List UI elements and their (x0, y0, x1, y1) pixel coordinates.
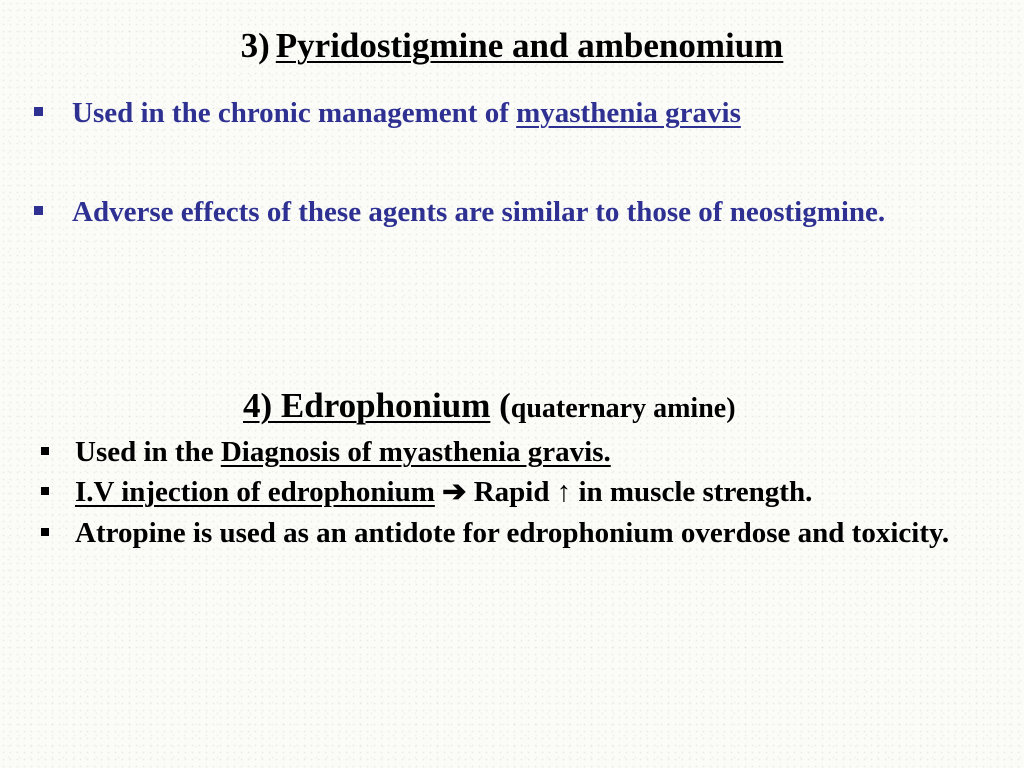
bullet-text-prefix: Used in the chronic management of (72, 97, 517, 129)
bullet-text-prefix: Used in the (75, 436, 221, 468)
bullet-text-suffix: Rapid ↑ in muscle strength. (473, 476, 813, 508)
right-arrow-icon: ➔ (434, 476, 474, 508)
section-heading-note: quaternary amine (510, 393, 727, 424)
bullet-chronic-management (72, 93, 972, 133)
iv-injection-underlined: I.V injection of edrophonium (75, 476, 435, 508)
square-bullet-icon (41, 487, 49, 495)
square-bullet-icon (41, 528, 49, 536)
slide-title (0, 26, 1024, 66)
section-heading-edrophonium (243, 385, 736, 430)
title-text: Pyridostigmine and ambenomium (275, 26, 784, 65)
square-bullet-icon (41, 447, 49, 455)
bullet-atropine (75, 513, 995, 553)
bullet-text: Adverse effects of these agents are similar to those of neostigmine. (72, 196, 886, 228)
bullet-iv-injection (75, 472, 995, 512)
bullet-adverse-effects (72, 192, 952, 232)
paren-close: ) (726, 393, 736, 424)
square-bullet-icon (34, 107, 43, 116)
bullet-text: Atropine is used as an antidote for edrophonium overdose and toxicity. (75, 517, 950, 549)
myasthenia-gravis-link[interactable]: myasthenia gravis (516, 97, 741, 129)
section-heading-main: 4) Edrophonium (243, 386, 491, 425)
bullet-diagnosis (75, 432, 995, 472)
title-number: 3) (240, 26, 270, 65)
diagnosis-underlined: Diagnosis of myasthenia gravis. (220, 436, 611, 468)
square-bullet-icon (34, 206, 43, 215)
paren-open: ( (490, 386, 511, 425)
